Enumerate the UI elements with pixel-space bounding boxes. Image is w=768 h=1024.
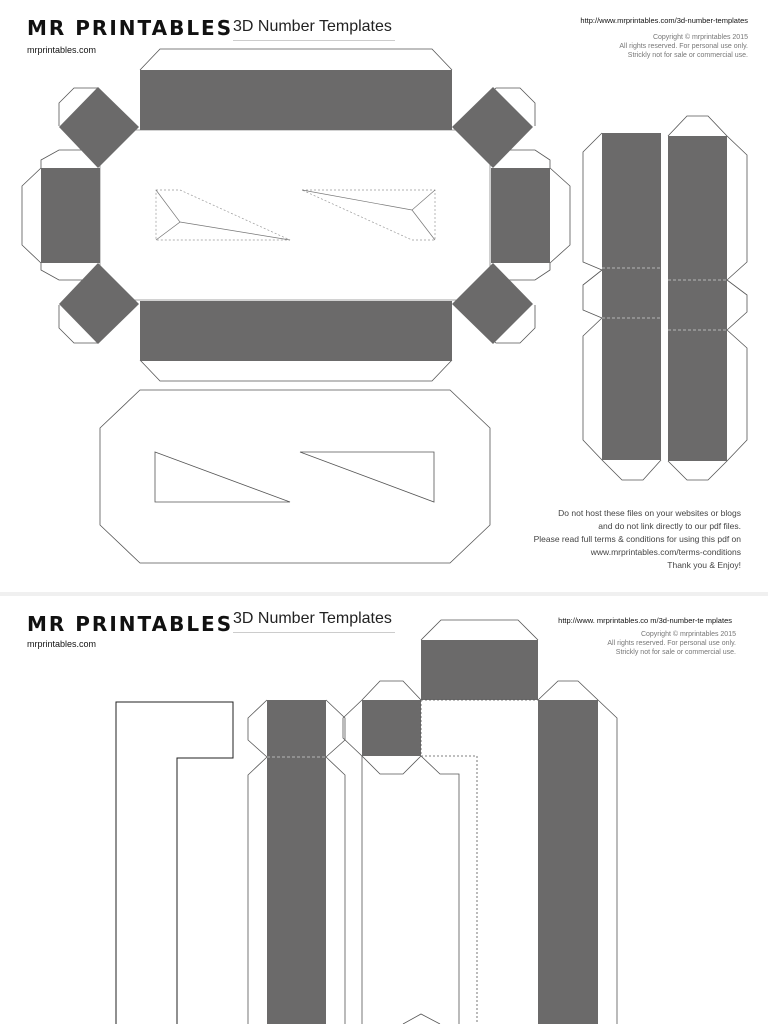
back-cutout-right [300,452,434,502]
page-title: 3D Number Templates [233,18,395,41]
corner-panel [59,263,139,344]
notice-line: Please read full terms & conditions for using this pdf on [533,534,741,544]
strip-tab-outline [248,700,267,757]
rights-line: All rights reserved. For personal use only. [619,43,748,50]
right-panel [491,168,550,263]
side-panel [362,700,421,756]
fold-line [421,700,477,1024]
page-title: 3D Number Templates [233,610,395,633]
cutout-guide-right [302,190,435,240]
side-strip-d [538,700,598,1024]
fold-line [412,190,435,240]
strip-tab-outline [326,700,345,757]
fold-line [180,222,290,240]
top-panel [421,640,538,700]
strip-tab-outline [668,116,727,136]
strip-tab-outline [727,136,747,280]
brand-logo: MR PRINTABLES [27,16,234,40]
corner-panel [452,87,533,168]
strip-tab-outline [326,757,345,1024]
usage-notice [534,507,741,572]
left-panel [41,168,100,263]
strip-tab-outline [727,280,747,330]
cutout-guide-left [156,190,290,240]
strip-tab-outline [583,318,602,460]
back-cutout-left [155,452,290,502]
small-tab-outline [362,756,421,774]
side-strip-a [602,133,661,460]
strip-tab-outline [583,133,602,270]
top-tab-outline [140,49,452,70]
fold-line [302,190,412,210]
copyright-line: Copyright © mrprintables 2015 [652,34,748,41]
number-one-face-outline [116,702,233,1024]
source-url: http://www. mrprintables.co m/3d-number-te mplates [558,616,732,625]
bottom-panel [140,301,452,361]
strip-tab-outline [668,461,727,480]
strip-tab-outline [583,270,602,318]
fill-panels [41,70,550,361]
copyright-line: Copyright © mrprintables 2015 [640,631,736,638]
small-tab-outline [362,681,421,700]
site-name: mrprintables.com [27,45,97,55]
source-url: http://www.mrprintables.com/3d-number-templates [580,16,748,25]
notice-line: and do not link directly to our pdf files. [598,521,741,531]
strip-tab-outline [598,700,617,1024]
fold-line [156,190,180,240]
small-tab-outline [343,700,362,756]
strip-tab-outline [727,330,747,461]
notice-line: Thank you & Enjoy! [667,560,741,570]
bottom-tab-outline [140,360,452,381]
template-page-2 [0,596,768,1024]
side-strip-b [668,136,727,461]
rights-line: All rights reserved. For personal use only. [607,640,736,647]
left-tab-outline [22,168,41,263]
brand-logo: MR PRINTABLES [27,612,234,636]
top-panel [140,70,452,130]
sale-line: Strickly not for sale or commercial use. [627,52,748,59]
sale-line: Strickly not for sale or commercial use. [615,649,736,656]
small-tab-outline [538,681,598,700]
strip-tab-outline [248,757,267,1024]
inner-face-outline [100,130,490,300]
corner-panel [59,87,139,168]
right-tab-outline [550,168,570,263]
number-one-template [0,596,768,1024]
strip-tab-outline [421,756,459,1024]
corner-panel [452,263,533,344]
back-face-outline [100,390,490,563]
side-strip-c [267,700,326,1024]
notice-line: www.mrprintables.com/terms-conditions [590,547,741,557]
site-name: mrprintables.com [27,639,97,649]
strip-tab-outline [602,460,661,480]
notice-line: Do not host these files on your websites or blogs [558,508,741,518]
small-tab-outline [403,1014,440,1024]
top-tab-outline [421,620,538,640]
